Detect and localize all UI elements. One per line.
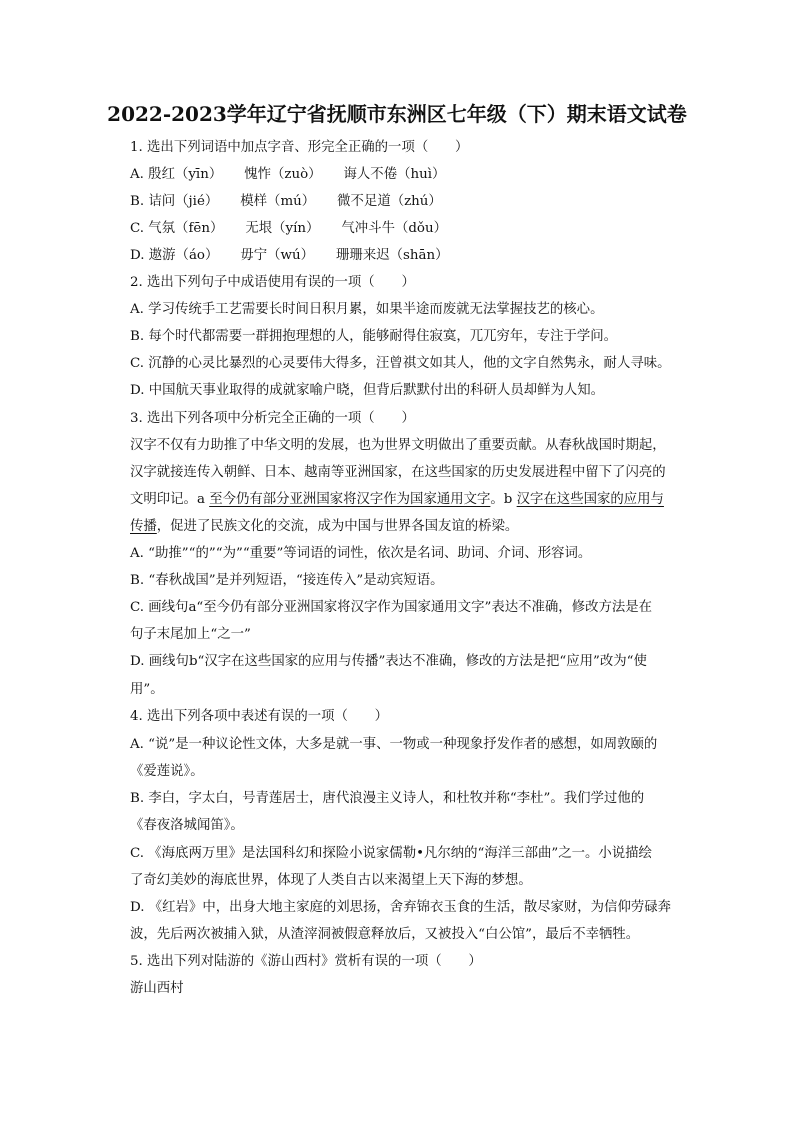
q3-stem: 3. 选出下列各项中分析完全正确的一项（ ） (130, 411, 415, 426)
q4-option-b-line-1: B. 李白，字太白，号青莲居士，唐代浪漫主义诗人，和杜牧并称“李杜”。我们学过他的 (130, 791, 645, 806)
q4-option-b-line-2: 《春夜洛城闻笛》。 (130, 818, 244, 833)
q4-option-a-line-2: 《爱莲说》。 (130, 764, 204, 779)
q5-poem-title: 游山西村 (130, 981, 184, 996)
underlined-sentence-b-end: 传播 (130, 519, 157, 534)
q1-option-b: B. 诘问（jié） 模样（mú） 微不足道（zhú） (130, 194, 442, 209)
q4-option-d-line-2: 波，先后两次被捕入狱，从渣滓洞被假意释放后，又被投入“白公馆”，最后不幸牺牲。 (130, 927, 640, 942)
q4-stem: 4. 选出下列各项中表述有误的一项（ ） (130, 709, 389, 724)
q3-passage-line-2: 汉字就接连传入朝鲜、日本、越南等亚洲国家，在这些国家的历史发展进程中留下了闪亮的 (130, 465, 666, 480)
q3-option-c-line-2: 句子末尾加上“之一” (130, 627, 251, 642)
q3-option-c-line-1: C. 画线句a“至今仍有部分亚洲国家将汉字作为国家通用文字”表达不准确，修改方法是在 (130, 600, 653, 615)
q4-option-a-line-1: A. “说”是一种议论性文体，大多是就一事、一物或一种现象抒发作者的感想，如周敦颐的 (130, 737, 658, 752)
q3-option-b: B. “春秋战国”是并列短语，“接连传入”是动宾短语。 (130, 573, 444, 588)
q4-option-c-line-1: C. 《海底两万里》是法国科幻和探险小说家儒勒•凡尔纳的“海洋三部曲”之一。小说描绘 (130, 846, 652, 861)
q2-option-c: C. 沉静的心灵比暴烈的心灵要伟大得多，汪曾祺文如其人，他的文字自然隽永，耐人寻味。 (130, 356, 671, 371)
q4-option-d-line-1: D. 《红岩》中，出身大地主家庭的刘思扬，舍弃锦衣玉食的生活，散尽家财，为信仰劳碌奔 (130, 900, 672, 915)
q3-passage-line-1: 汉字不仅有力助推了中华文明的发展，也为世界文明做出了重要贡献。从春秋战国时期起， (130, 438, 666, 453)
q1-option-a: A. 殷红（yīn） 愧怍（zuò） 诲人不倦（huì） (130, 167, 446, 182)
q2-option-b: B. 每个时代都需要一群拥抱理想的人，能够耐得住寂寞，兀兀穷年，专注于学问。 (130, 329, 618, 344)
q2-option-a: A. 学习传统手工艺需要长时间日积月累，如果半途而废就无法掌握技艺的核心。 (130, 302, 604, 317)
q1-option-d: D. 遨游（áo） 毋宁（wú） 珊珊来迟（shān） (130, 248, 449, 263)
underlined-sentence-a: 至今仍有部分亚洲国家将汉字作为国家通用文字 (209, 492, 491, 507)
q3-option-d-line-1: D. 画线句b“汉字在这些国家的应用与传播”表达不准确，修改的方法是把“应用”改为“使 (130, 654, 647, 669)
q4-option-c-line-2: 了奇幻美妙的海底世界，体现了人类自古以来渴望上天下海的梦想。 (130, 873, 532, 888)
page-title: 2022-2023学年辽宁省抚顺市东洲区七年级（下）期末语文试卷 (107, 102, 687, 126)
q3-option-d-line-2: 用”。 (130, 682, 164, 697)
q3-option-a: A. “助推”“的”“为”“重要”等词语的词性，依次是名词、助词、介词、形容词。 (130, 546, 592, 561)
q3-passage-line-3: 文明印记。a 至今仍有部分亚洲国家将汉字作为国家通用文字。b 汉字在这些国家的应用与 (130, 492, 664, 507)
q1-stem: 1. 选出下列词语中加点字音、形完全正确的一项（ ） (130, 140, 469, 155)
q2-stem: 2. 选出下列句子中成语使用有误的一项（ ） (130, 275, 415, 290)
q3-passage-line-4: 传播，促进了民族文化的交流，成为中国与世界各国友谊的桥梁。 (130, 519, 519, 534)
q1-option-c: C. 气氛（fēn） 无垠（yín） 气冲斗牛（dǒu） (130, 221, 448, 236)
q5-stem: 5. 选出下列对陆游的《游山西村》赏析有误的一项（ ） (130, 954, 482, 969)
q2-option-d: D. 中国航天事业取得的成就家喻户晓，但背后默默付出的科研人员却鲜为人知。 (130, 383, 605, 398)
underlined-sentence-b: 汉字在这些国家的应用与 (516, 492, 664, 507)
